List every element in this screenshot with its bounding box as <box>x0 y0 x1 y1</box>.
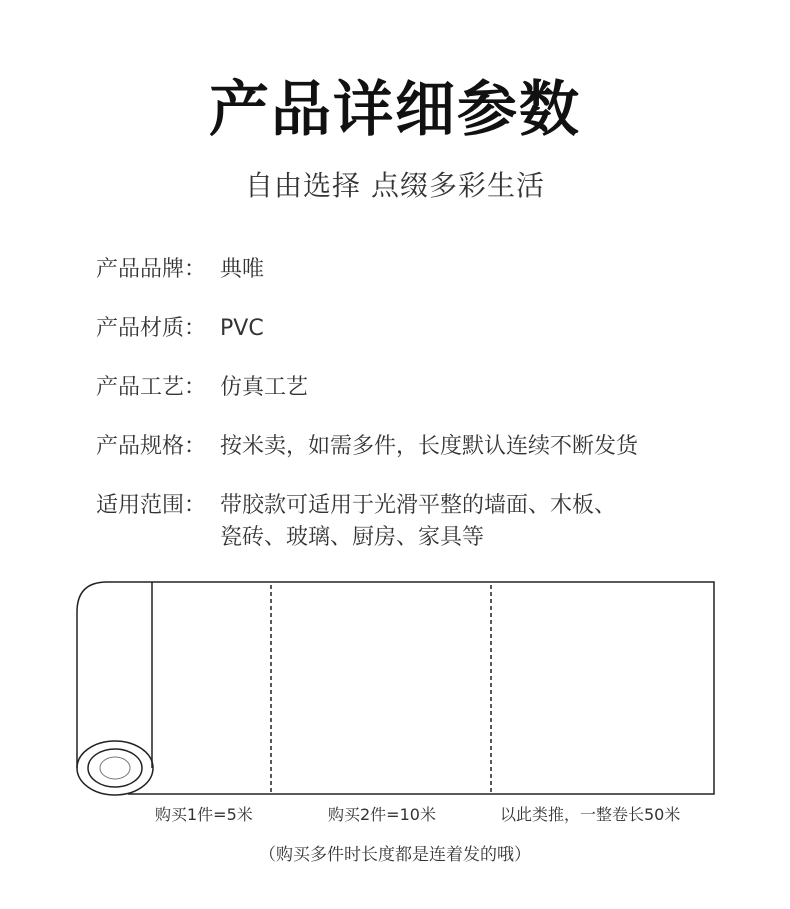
caption-full-roll: 以此类推，一整卷长50米 <box>500 805 681 824</box>
roll-core-ellipse <box>100 757 130 779</box>
spec-label: 产品品牌： <box>96 257 207 282</box>
spec-value: 带胶款可适用于光滑平整的墙面、木板、 <box>220 493 617 518</box>
spec-label: 产品材质： <box>96 316 207 341</box>
spec-value: 典唯 <box>220 257 265 282</box>
spec-value: PVC <box>220 316 264 341</box>
caption-two-pieces: 购买2件=10米 <box>328 805 436 824</box>
continuous-shipping-note: （购买多件时长度都是连着发的哦） <box>259 845 531 865</box>
spec-value: 按米卖，如需多件，长度默认连续不断发货 <box>220 434 639 459</box>
spec-label: 产品工艺： <box>96 375 207 400</box>
spec-value: 仿真工艺 <box>220 375 309 400</box>
sheet-outline <box>128 582 714 794</box>
roll-top-curve <box>77 582 152 768</box>
spec-label: 适用范围： <box>96 493 207 518</box>
spec-value-line2: 瓷砖、玻璃、厨房、家具等 <box>220 525 485 550</box>
caption-one-piece: 购买1件=5米 <box>155 805 253 824</box>
page-subtitle: 自由选择 点缀多彩生活 <box>245 169 545 202</box>
page-title: 产品详细参数 <box>209 75 581 145</box>
spec-label: 产品规格： <box>96 434 207 459</box>
roll-middle-ellipse <box>88 749 142 787</box>
